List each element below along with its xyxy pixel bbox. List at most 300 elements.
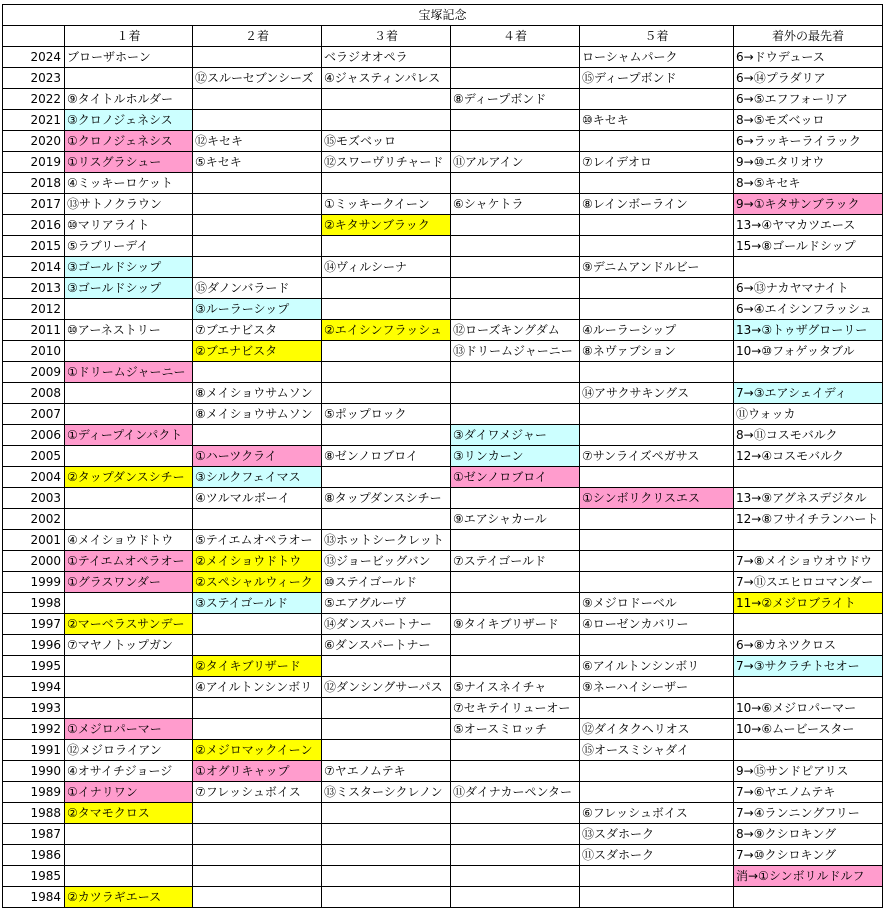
cell-5th [580, 299, 734, 320]
table-row [3, 887, 883, 908]
year-cell: 2023 [3, 68, 65, 89]
cell-3rd: ⑧タップダンスシチー [322, 488, 451, 509]
year-cell: 2020 [3, 131, 65, 152]
cell-4th [451, 740, 580, 761]
cell-4th [451, 887, 580, 908]
cell-2nd [193, 698, 322, 719]
cell-2nd: ⑤テイエムオペラオー [193, 530, 322, 551]
cell-2nd [193, 362, 322, 383]
cell-5th: ④ルーラーシップ [580, 320, 734, 341]
cell-best-unplaced: 9→①キタサンブラック [734, 194, 883, 215]
cell-1st [65, 509, 193, 530]
cell-5th: ⑧ネヴァブション [580, 341, 734, 362]
table-row [3, 866, 883, 887]
cell-3rd [322, 383, 451, 404]
cell-5th [580, 215, 734, 236]
cell-3rd [322, 467, 451, 488]
cell-5th: ローシャムパーク [580, 47, 734, 68]
cell-3rd [322, 866, 451, 887]
cell-5th [580, 509, 734, 530]
year-cell: 1997 [3, 614, 65, 635]
cell-3rd: ⑫ダンシングサーパス [322, 677, 451, 698]
table-row [3, 656, 883, 677]
cell-best-unplaced: 6→⑭プラダリア [734, 68, 883, 89]
cell-4th [451, 236, 580, 257]
cell-5th [580, 425, 734, 446]
cell-best-unplaced: 15→⑧ゴールドシップ [734, 236, 883, 257]
header-year [3, 26, 65, 47]
cell-2nd: ③ステイゴールド [193, 593, 322, 614]
year-cell: 2019 [3, 152, 65, 173]
cell-1st [65, 383, 193, 404]
cell-3rd [322, 698, 451, 719]
year-cell: 2021 [3, 110, 65, 131]
cell-3rd: ⑤ポップロック [322, 404, 451, 425]
cell-4th [451, 656, 580, 677]
cell-4th [451, 845, 580, 866]
cell-2nd [193, 215, 322, 236]
cell-3rd [322, 173, 451, 194]
cell-best-unplaced [734, 257, 883, 278]
table-row [3, 173, 883, 194]
year-cell: 1986 [3, 845, 65, 866]
cell-2nd [193, 614, 322, 635]
cell-best-unplaced [734, 530, 883, 551]
cell-4th [451, 593, 580, 614]
cell-3rd [322, 89, 451, 110]
cell-best-unplaced: 10→⑥ムービースター [734, 719, 883, 740]
table-row [3, 110, 883, 131]
cell-2nd: ⑫スルーセブンシーズ [193, 68, 322, 89]
cell-4th: ⑫ローズキングダム [451, 320, 580, 341]
cell-5th [580, 131, 734, 152]
table-row [3, 635, 883, 656]
cell-4th [451, 635, 580, 656]
table-row [3, 89, 883, 110]
header-5th: ５着 [580, 26, 734, 47]
table-row [3, 845, 883, 866]
cell-2nd: ④アイルトンシンボリ [193, 677, 322, 698]
cell-1st: ⑤ラブリーデイ [65, 236, 193, 257]
table-row [3, 803, 883, 824]
cell-3rd: ⑥ダンスパートナー [322, 635, 451, 656]
cell-best-unplaced: 7→⑩クシロキング [734, 845, 883, 866]
cell-1st: ②タップダンスシチー [65, 467, 193, 488]
cell-5th [580, 404, 734, 425]
cell-3rd [322, 824, 451, 845]
cell-1st [65, 656, 193, 677]
year-cell: 1995 [3, 656, 65, 677]
cell-4th: ⑨エアシャカール [451, 509, 580, 530]
year-cell: 2000 [3, 551, 65, 572]
year-cell: 1994 [3, 677, 65, 698]
cell-1st: ⑬サトノクラウン [65, 194, 193, 215]
table-row [3, 761, 883, 782]
cell-3rd: ⑭ダンスパートナー [322, 614, 451, 635]
cell-1st: ①テイエムオペラオー [65, 551, 193, 572]
cell-2nd [193, 89, 322, 110]
cell-1st: ブローザホーン [65, 47, 193, 68]
year-cell: 2009 [3, 362, 65, 383]
cell-1st: ⑦マヤノトップガン [65, 635, 193, 656]
cell-3rd [322, 656, 451, 677]
cell-3rd: ⑬ジョービッグバン [322, 551, 451, 572]
cell-1st [65, 68, 193, 89]
cell-3rd [322, 509, 451, 530]
year-cell: 2010 [3, 341, 65, 362]
cell-3rd [322, 425, 451, 446]
cell-4th: ⑥シャケトラ [451, 194, 580, 215]
cell-1st: ⑫メジロライアン [65, 740, 193, 761]
cell-best-unplaced: 9→⑩エタリオウ [734, 152, 883, 173]
cell-best-unplaced [734, 362, 883, 383]
cell-3rd [322, 740, 451, 761]
cell-3rd: ⑦ヤエノムテキ [322, 761, 451, 782]
cell-4th [451, 110, 580, 131]
cell-best-unplaced [734, 467, 883, 488]
cell-5th [580, 467, 734, 488]
cell-5th [580, 236, 734, 257]
cell-2nd: ⑧メイショウサムソン [193, 383, 322, 404]
cell-4th [451, 530, 580, 551]
year-cell: 2012 [3, 299, 65, 320]
table-title: 宝塚記念 [3, 5, 883, 26]
cell-best-unplaced: ⑪ウォッカ [734, 404, 883, 425]
cell-best-unplaced [734, 677, 883, 698]
cell-best-unplaced: 6→ラッキーライラック [734, 131, 883, 152]
cell-1st [65, 698, 193, 719]
cell-3rd: ①ミッキークイーン [322, 194, 451, 215]
cell-5th [580, 698, 734, 719]
cell-2nd: ①オグリキャップ [193, 761, 322, 782]
cell-5th: ⑧レインボーライン [580, 194, 734, 215]
cell-1st: ①ディープインパクト [65, 425, 193, 446]
cell-5th [580, 887, 734, 908]
year-cell: 1987 [3, 824, 65, 845]
cell-4th: ⑤ナイスネイチャ [451, 677, 580, 698]
cell-3rd: ⑬ミスターシクレノン [322, 782, 451, 803]
cell-2nd [193, 173, 322, 194]
cell-2nd: ⑮ダノンバラード [193, 278, 322, 299]
cell-3rd [322, 362, 451, 383]
cell-best-unplaced: 12→④コスモバルク [734, 446, 883, 467]
cell-3rd: ②エイシンフラッシュ [322, 320, 451, 341]
cell-4th [451, 803, 580, 824]
year-cell: 2008 [3, 383, 65, 404]
cell-best-unplaced: 12→⑧フサイチランハート [734, 509, 883, 530]
cell-4th: ⑪ダイナカーペンター [451, 782, 580, 803]
table-row [3, 824, 883, 845]
cell-2nd [193, 509, 322, 530]
cell-2nd [193, 257, 322, 278]
cell-3rd: ⑩ステイゴールド [322, 572, 451, 593]
cell-4th [451, 761, 580, 782]
cell-2nd: ⑫キセキ [193, 131, 322, 152]
cell-1st: ②マーベラスサンデー [65, 614, 193, 635]
cell-5th: ⑭アサクサキングス [580, 383, 734, 404]
table-row [3, 257, 883, 278]
cell-1st: ③ゴールドシップ [65, 257, 193, 278]
table-row [3, 299, 883, 320]
cell-best-unplaced: 7→④ランニングフリー [734, 803, 883, 824]
cell-3rd: ⑮モズベッロ [322, 131, 451, 152]
cell-4th [451, 866, 580, 887]
cell-best-unplaced: 13→⑨アグネスデジタル [734, 488, 883, 509]
cell-best-unplaced: 10→⑩フォゲッタブル [734, 341, 883, 362]
cell-5th [580, 278, 734, 299]
cell-5th: ⑫ダイタクヘリオス [580, 719, 734, 740]
cell-2nd: ③ルーラーシップ [193, 299, 322, 320]
cell-4th [451, 824, 580, 845]
cell-best-unplaced: 7→③サクラチトセオー [734, 656, 883, 677]
table-row [3, 383, 883, 404]
results-table [2, 4, 883, 908]
cell-5th: ⑨ネーハイシーザー [580, 677, 734, 698]
header-best-unplaced: 着外の最先着 [734, 26, 883, 47]
table-row [3, 68, 883, 89]
year-cell: 2024 [3, 47, 65, 68]
header-2nd: ２着 [193, 26, 322, 47]
cell-best-unplaced: 10→⑥メジロパーマー [734, 698, 883, 719]
table-row [3, 509, 883, 530]
year-cell: 1998 [3, 593, 65, 614]
cell-2nd [193, 824, 322, 845]
year-cell: 2022 [3, 89, 65, 110]
table-row [3, 698, 883, 719]
table-row [3, 572, 883, 593]
cell-3rd: ⑧ゼンノロブロイ [322, 446, 451, 467]
cell-best-unplaced [734, 740, 883, 761]
cell-best-unplaced: 7→⑧メイショウオウドウ [734, 551, 883, 572]
table-row [3, 320, 883, 341]
cell-best-unplaced: 8→⑤キセキ [734, 173, 883, 194]
cell-3rd: ⑤エアグルーヴ [322, 593, 451, 614]
year-cell: 1989 [3, 782, 65, 803]
year-cell: 2005 [3, 446, 65, 467]
cell-4th: ⑦セキテイリューオー [451, 698, 580, 719]
cell-3rd [322, 341, 451, 362]
cell-5th: ⑮ディープボンド [580, 68, 734, 89]
table-row [3, 194, 883, 215]
cell-5th [580, 761, 734, 782]
header-row [3, 26, 883, 47]
year-cell: 1984 [3, 887, 65, 908]
cell-1st [65, 593, 193, 614]
cell-3rd [322, 236, 451, 257]
cell-best-unplaced: 11→②メジロブライト [734, 593, 883, 614]
cell-5th: ⑥フレッシュボイス [580, 803, 734, 824]
cell-1st: ②タマモクロス [65, 803, 193, 824]
cell-2nd: ①ハーツクライ [193, 446, 322, 467]
table-row [3, 614, 883, 635]
cell-2nd [193, 866, 322, 887]
cell-best-unplaced: 7→⑥ヤエノムテキ [734, 782, 883, 803]
table-row [3, 467, 883, 488]
cell-2nd: ②メジロマックイーン [193, 740, 322, 761]
cell-best-unplaced: 7→③エアシェイディ [734, 383, 883, 404]
cell-1st: ③クロノジェネシス [65, 110, 193, 131]
cell-4th: ⑦ステイゴールド [451, 551, 580, 572]
cell-4th: ⑧ディープボンド [451, 89, 580, 110]
cell-3rd: ④ジャスティンパレス [322, 68, 451, 89]
cell-4th: ③リンカーン [451, 446, 580, 467]
cell-5th: ⑬スダホーク [580, 824, 734, 845]
cell-4th: ①ゼンノロブロイ [451, 467, 580, 488]
cell-4th [451, 257, 580, 278]
cell-3rd [322, 887, 451, 908]
header-3rd: ３着 [322, 26, 451, 47]
table-row [3, 236, 883, 257]
cell-5th [580, 551, 734, 572]
cell-1st: ⑩マリアライト [65, 215, 193, 236]
cell-1st: ②カツラギエース [65, 887, 193, 908]
cell-1st [65, 299, 193, 320]
cell-best-unplaced: 6→ドウデュース [734, 47, 883, 68]
cell-1st [65, 824, 193, 845]
cell-best-unplaced: 9→⑮サンドピアリス [734, 761, 883, 782]
cell-5th: ⑨メジロドーベル [580, 593, 734, 614]
cell-4th [451, 488, 580, 509]
cell-1st [65, 866, 193, 887]
table-row [3, 593, 883, 614]
cell-1st: ③ゴールドシップ [65, 278, 193, 299]
year-cell: 1996 [3, 635, 65, 656]
cell-1st: ①メジロパーマー [65, 719, 193, 740]
table-row [3, 446, 883, 467]
cell-4th [451, 278, 580, 299]
year-cell: 2018 [3, 173, 65, 194]
header-1st: １着 [65, 26, 193, 47]
cell-4th [451, 572, 580, 593]
year-cell: 1999 [3, 572, 65, 593]
year-cell: 2006 [3, 425, 65, 446]
cell-5th: ①シンボリクリスエス [580, 488, 734, 509]
cell-1st: ④オサイチジョージ [65, 761, 193, 782]
table-row [3, 47, 883, 68]
table-row [3, 530, 883, 551]
cell-2nd [193, 110, 322, 131]
cell-4th: ③ダイワメジャー [451, 425, 580, 446]
cell-3rd [322, 278, 451, 299]
cell-2nd [193, 719, 322, 740]
table-row [3, 488, 883, 509]
cell-2nd: ②スペシャルウィーク [193, 572, 322, 593]
cell-3rd [322, 845, 451, 866]
cell-2nd [193, 47, 322, 68]
cell-2nd [193, 845, 322, 866]
cell-2nd: ②ブエナビスタ [193, 341, 322, 362]
cell-1st: ④ミッキーロケット [65, 173, 193, 194]
cell-1st: ④メイショウドトウ [65, 530, 193, 551]
cell-1st [65, 488, 193, 509]
cell-5th [580, 782, 734, 803]
cell-best-unplaced [734, 614, 883, 635]
cell-4th [451, 47, 580, 68]
cell-best-unplaced: 6→⑬ナカヤマナイト [734, 278, 883, 299]
cell-5th: ④ローゼンカバリー [580, 614, 734, 635]
cell-2nd: ⑦ブエナビスタ [193, 320, 322, 341]
cell-1st: ①ドリームジャーニー [65, 362, 193, 383]
cell-3rd [322, 803, 451, 824]
cell-2nd: ②タイキブリザード [193, 656, 322, 677]
cell-2nd [193, 635, 322, 656]
table-row [3, 131, 883, 152]
cell-4th [451, 68, 580, 89]
cell-best-unplaced [734, 887, 883, 908]
cell-1st [65, 845, 193, 866]
cell-best-unplaced: 6→④エイシンフラッシュ [734, 299, 883, 320]
cell-2nd [193, 194, 322, 215]
cell-3rd: ⑫スワーヴリチャード [322, 152, 451, 173]
cell-2nd: ⑤キセキ [193, 152, 322, 173]
cell-1st: ①イナリワン [65, 782, 193, 803]
cell-3rd: ⑬ホットシークレット [322, 530, 451, 551]
cell-4th [451, 362, 580, 383]
cell-1st: ⑨タイトルホルダー [65, 89, 193, 110]
cell-5th [580, 173, 734, 194]
year-cell: 1988 [3, 803, 65, 824]
cell-3rd [322, 110, 451, 131]
title-row [3, 5, 883, 26]
table-row [3, 341, 883, 362]
cell-5th: ⑦レイデオロ [580, 152, 734, 173]
year-cell: 2015 [3, 236, 65, 257]
cell-best-unplaced: 6→⑧カネツクロス [734, 635, 883, 656]
year-cell: 1992 [3, 719, 65, 740]
cell-5th: ⑨デニムアンドルビー [580, 257, 734, 278]
cell-3rd [322, 719, 451, 740]
cell-2nd: ⑧メイショウサムソン [193, 404, 322, 425]
cell-1st [65, 404, 193, 425]
cell-4th [451, 299, 580, 320]
table-row [3, 152, 883, 173]
cell-2nd: ③シルクフェイマス [193, 467, 322, 488]
cell-3rd [322, 299, 451, 320]
year-cell: 1991 [3, 740, 65, 761]
cell-2nd [193, 887, 322, 908]
cell-2nd: ④ツルマルボーイ [193, 488, 322, 509]
cell-best-unplaced: 8→⑨クシロキング [734, 824, 883, 845]
cell-1st: ⑩アーネストリー [65, 320, 193, 341]
table-row [3, 362, 883, 383]
cell-2nd: ⑦フレッシュボイス [193, 782, 322, 803]
year-cell: 2002 [3, 509, 65, 530]
year-cell: 2016 [3, 215, 65, 236]
cell-2nd [193, 236, 322, 257]
year-cell: 2013 [3, 278, 65, 299]
year-cell: 1985 [3, 866, 65, 887]
cell-5th [580, 89, 734, 110]
year-cell: 2014 [3, 257, 65, 278]
table-row [3, 215, 883, 236]
cell-5th [580, 362, 734, 383]
table-row [3, 404, 883, 425]
header-4th: ４着 [451, 26, 580, 47]
cell-4th [451, 404, 580, 425]
cell-4th [451, 131, 580, 152]
cell-4th: ⑪アルアイン [451, 152, 580, 173]
cell-4th [451, 215, 580, 236]
cell-1st: ①リスグラシュー [65, 152, 193, 173]
year-cell: 2011 [3, 320, 65, 341]
cell-1st [65, 446, 193, 467]
cell-4th [451, 383, 580, 404]
cell-5th [580, 635, 734, 656]
year-cell: 1993 [3, 698, 65, 719]
cell-best-unplaced: 8→⑤モズベッロ [734, 110, 883, 131]
table-row [3, 719, 883, 740]
cell-2nd [193, 803, 322, 824]
